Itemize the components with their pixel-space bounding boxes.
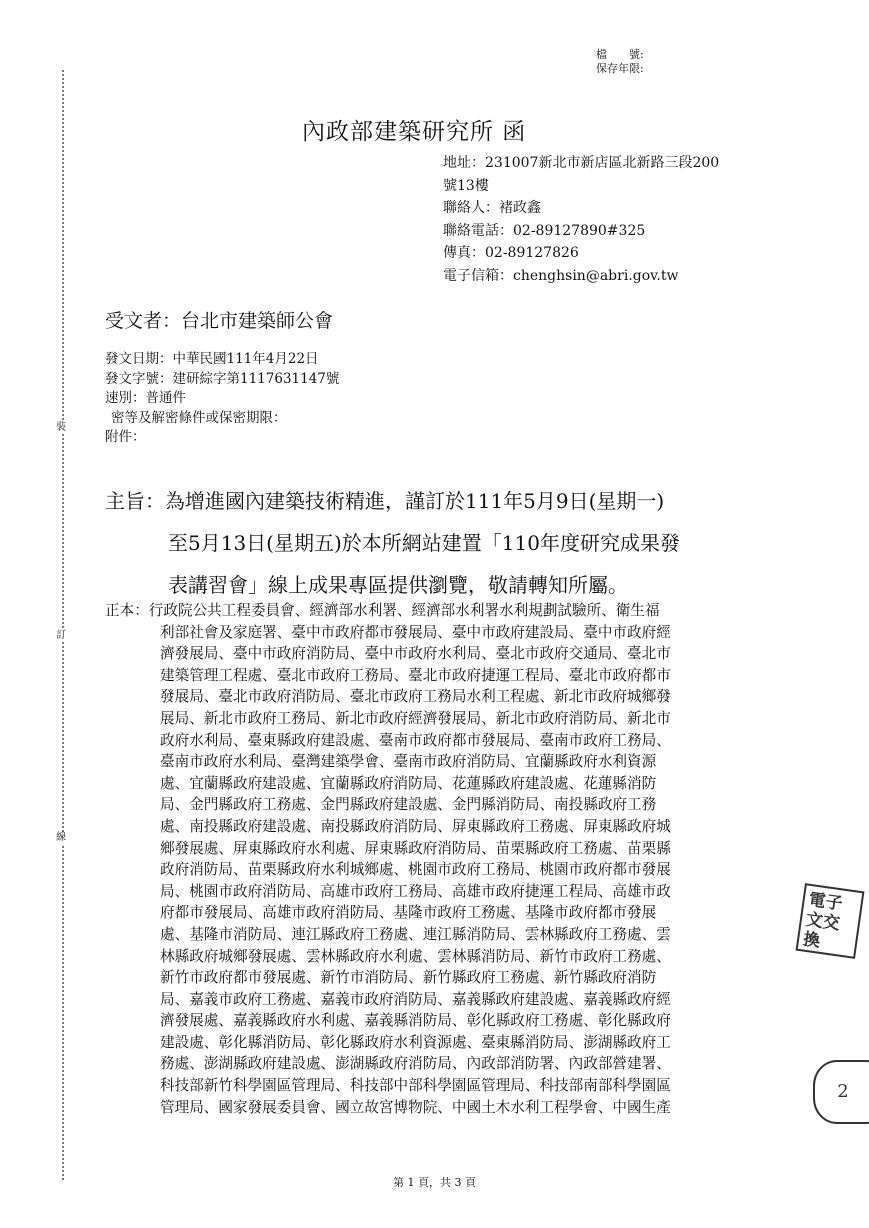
cc-line: [105, 989, 671, 1011]
cc-line: [105, 643, 671, 665]
document-title: 內政部建築研究所 函: [302, 119, 527, 145]
cc-line: [105, 1053, 671, 1075]
cc-line: [105, 816, 671, 838]
cc-line: [105, 665, 671, 687]
recipient: 受文者：台北市建築師公會: [105, 310, 334, 332]
address-line-2: 號13樓: [443, 177, 489, 194]
cc-line: [105, 686, 671, 708]
cc-text: 鄉發展處、屏東縣政府水利處、屏東縣政府消防局、苗栗縣政府工務處、苗栗縣: [160, 839, 671, 857]
cc-line: [105, 708, 671, 730]
secrecy-level: 密等及解密條件或保密期限：: [111, 409, 287, 426]
cc-line: [105, 794, 671, 816]
cc-text: 政府消防局、苗栗縣政府水利城鄉處、桃園市政府工務局、桃園市政府都市發展: [160, 861, 671, 879]
cc-text: 林縣政府城鄉發展處、雲林縣政府水利處、雲林縣消防局、新竹市政府工務處、: [160, 947, 671, 965]
cc-text: 建設處、彰化縣消防局、彰化縣政府水利資源處、臺東縣消防局、澎湖縣政府工: [160, 1033, 671, 1051]
cc-line: [105, 600, 671, 622]
cc-text: 局、嘉義市政府工務處、嘉義市政府消防局、嘉義縣政府建設處、嘉義縣政府經: [160, 990, 671, 1008]
archive-info: [596, 48, 644, 76]
cc-text: 建築管理工程處、臺北市政府工務局、臺北市政府捷運工程局、臺北市政府都市: [160, 666, 671, 684]
binding-label-xian: 線: [56, 832, 66, 843]
sender-info: [443, 152, 719, 287]
subject-line: 主旨：為增進國內建築技術精進，謹訂於111年5月9日(星期一): [105, 489, 665, 513]
cc-line: [105, 902, 671, 924]
cc-line: [105, 1032, 671, 1054]
cc-line: [105, 1075, 671, 1097]
cc-text: 行政院公共工程委員會、經濟部水利署、經濟部水利署水利規劃試驗所、衛生福: [148, 602, 660, 619]
cc-text: 政府水利局、臺東縣政府建設處、臺南市政府都市發展局、臺南市政府工務局、: [160, 731, 671, 749]
cc-text: 處、宜蘭縣政府建設處、宜蘭縣政府消防局、花蓮縣政府建設處、花蓮縣消防: [160, 774, 657, 792]
cc-line: [105, 751, 671, 773]
cc-text: 濟發展處、嘉義縣政府水利處、嘉義縣消防局、彰化縣政府工務處、彰化縣政府: [160, 1012, 671, 1030]
subject-line: 表講習會」線上成果專區提供瀏覽，敬請轉知所屬。: [168, 573, 628, 597]
cc-text: 濟發展局、臺中市政府消防局、臺中市政府水利局、臺北市政府交通局、臺北市: [160, 645, 671, 663]
address-line-1: 地址：231007新北市新店區北新路三段200: [443, 155, 720, 171]
cc-line: [105, 1097, 671, 1119]
cc-line: [105, 1010, 671, 1032]
cc-label: 正本：: [105, 602, 149, 619]
retention-label: 保存年限:: [596, 62, 644, 75]
cc-line: [105, 622, 671, 644]
contact-phone: 聯絡電話：02-89127890#325: [443, 222, 646, 239]
attachments: 附件：: [105, 429, 146, 445]
issue-date: 發文日期：中華民國111年4月22日: [105, 351, 319, 367]
cc-text: 新竹市政府都市發展處、新竹市消防局、新竹縣政府工務處、新竹縣政府消防: [160, 969, 657, 987]
cc-line: [105, 838, 671, 860]
cc-line: [105, 859, 671, 881]
cc-text: 利部社會及家庭署、臺中市政府都市發展局、臺中市政府建設局、臺中市政府經: [160, 623, 671, 641]
fax: 傳真：02-89127826: [443, 245, 579, 261]
email: 電子信箱：chenghsin@abri.gov.tw: [443, 267, 679, 284]
file-number-label: 檔 號:: [596, 48, 644, 61]
subject: [105, 480, 680, 606]
cc-line: [105, 773, 671, 795]
cc-text: 務處、澎湖縣政府建設處、澎湖縣政府消防局、內政部消防署、內政部營建署、: [160, 1055, 671, 1073]
cc-line: [105, 967, 671, 989]
cc-line: [105, 881, 671, 903]
page-footer: 第 1 頁，共 3 頁: [393, 1176, 476, 1189]
binding-margin-line: [62, 70, 64, 1180]
cc-text: 局、桃園市政府消防局、高雄市政府工務局、高雄市政府捷運工程局、高雄市政: [160, 882, 671, 900]
cc-text: 局、金門縣政府工務處、金門縣政府建設處、金門縣消防局、南投縣政府工務: [160, 796, 657, 814]
cc-text: 臺南市政府水利局、臺灣建築學會、臺南市政府消防局、宜蘭縣政府水利資源: [160, 753, 657, 771]
electronic-exchange-stamp: 電子文交換: [796, 883, 865, 959]
page-seal: 2: [813, 1060, 869, 1124]
cc-line: [105, 730, 671, 752]
binding-label-ding: 訂: [56, 630, 66, 641]
cc-line: [105, 946, 671, 968]
binding-label-zhuang: 裝: [56, 422, 66, 433]
cc-text: 處、南投縣政府建設處、南投縣政府消防局、屏東縣政府工務處、屏東縣政府城: [160, 817, 671, 835]
cc-list: [105, 600, 671, 1118]
contact-person: 聯絡人：褚政鑫: [443, 200, 541, 216]
cc-text: 科技部新竹科學園區管理局、科技部中部科學園區管理局、科技部南部科學園區: [160, 1077, 671, 1095]
delivery-speed: 速別：普通件: [105, 390, 186, 406]
cc-text: 發展局、臺北市政府消防局、臺北市政府工務局水利工程處、新北市政府城鄉發: [160, 688, 671, 706]
document-meta: [105, 350, 339, 448]
document-number: 發文字號：建研綜字第1117631147號: [105, 370, 340, 387]
cc-text: 管理局、國家發展委員會、國立故宮博物院、中國土木水利工程學會、中國生產: [160, 1098, 671, 1116]
cc-text: 處、基隆市消防局、連江縣政府工務處、連江縣消防局、雲林縣政府工務處、雲: [160, 925, 671, 943]
subject-line: 至5月13日(星期五)於本所網站建置「110年度研究成果發: [168, 531, 680, 555]
cc-text: 府都市發展局、高雄市政府消防局、基隆市政府工務處、基隆市政府都市發展: [160, 904, 657, 922]
cc-text: 展局、新北市政府工務局、新北市政府經濟發展局、新北市政府消防局、新北市: [160, 709, 671, 727]
cc-line: [105, 924, 671, 946]
